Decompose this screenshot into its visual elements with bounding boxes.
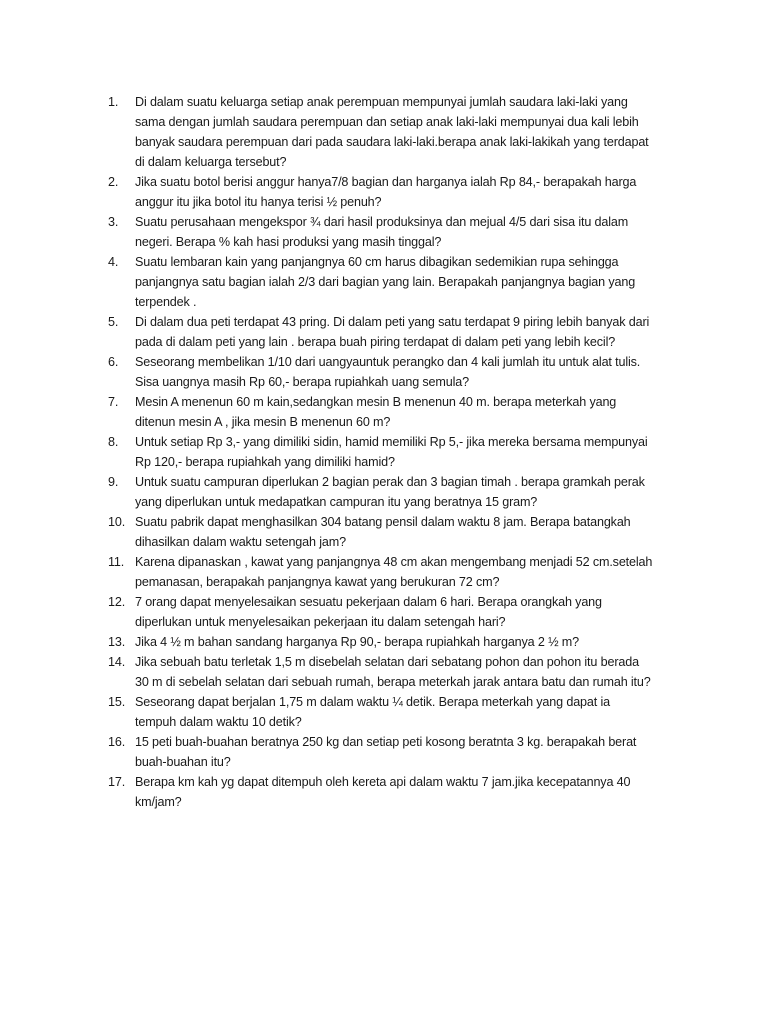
problem-number: 10. xyxy=(108,515,126,529)
problem-number: 5. xyxy=(108,315,119,329)
problem-text: Seseorang membelikan 1/10 dari uangyauntuk perangko dan 4 kali jumlah itu untuk alat tulis. Sisa uangnya masih Rp 60,- berapa rupiahkah uang semula? xyxy=(135,355,641,389)
problem-text: Suatu lembaran kain yang panjangnya 60 cm harus dibagikan sedemikian rupa sehingga panjangnya satu bagian ialah 2/3 dari bagian yang lain. Berapakah panjangnya bagian yang terpendek . xyxy=(135,255,636,309)
problem-text: Seseorang dapat berjalan 1,75 m dalam waktu ¼ detik. Berapa meterkah yang dapat ia tempuh dalam waktu 10 detik? xyxy=(135,695,610,729)
problem-item-2 xyxy=(108,172,653,212)
problem-list xyxy=(108,92,653,812)
problem-text: Karena dipanaskan , kawat yang panjangnya 48 cm akan mengembang menjadi 52 cm.setelah pemanasan, berapakah panjangnya kawat yang berukuran 72 cm? xyxy=(135,555,653,589)
problem-number: 3. xyxy=(108,215,119,229)
problem-number: 1. xyxy=(108,95,119,109)
problem-text: Di dalam dua peti terdapat 43 pring. Di dalam peti yang satu terdapat 9 piring lebih banyak dari pada di dalam peti yang lain . berapa buah piring terdapat di dalam peti yang lebih kecil? xyxy=(135,315,650,349)
problem-item-10 xyxy=(108,512,653,552)
problem-item-12 xyxy=(108,592,653,632)
problem-item-7 xyxy=(108,392,653,432)
problem-item-15 xyxy=(108,692,653,732)
problem-number: 6. xyxy=(108,355,119,369)
problem-item-4 xyxy=(108,252,653,312)
problem-item-5 xyxy=(108,312,653,352)
problem-item-13 xyxy=(108,632,653,652)
problem-number: 14. xyxy=(108,655,126,669)
problem-number: 8. xyxy=(108,435,119,449)
problem-text: 7 orang dapat menyelesaikan sesuatu pekerjaan dalam 6 hari. Berapa orangkah yang diperlukan untuk menyelesaikan pekerjaan itu dalam setengah hari? xyxy=(135,595,602,629)
problem-number: 4. xyxy=(108,255,119,269)
problem-text: Untuk suatu campuran diperlukan 2 bagian perak dan 3 bagian timah . berapa gramkah perak yang diperlukan untuk medapatkan campuran itu yang beratnya 15 gram? xyxy=(135,475,645,509)
problem-text: 15 peti buah-buahan beratnya 250 kg dan setiap peti kosong beratnta 3 kg. berapakah berat buah-buahan itu? xyxy=(135,735,637,769)
problem-text: Mesin A menenun 60 m kain,sedangkan mesin B menenun 40 m. berapa meterkah yang ditenun mesin A , jika mesin B menenun 60 m? xyxy=(135,395,617,429)
problem-number: 16. xyxy=(108,735,126,749)
problem-text: Jika 4 ½ m bahan sandang harganya Rp 90,- berapa rupiahkah harganya 2 ½ m? xyxy=(135,635,579,649)
problem-number: 11. xyxy=(108,555,125,569)
problem-item-8 xyxy=(108,432,653,472)
problem-text: Jika suatu botol berisi anggur hanya7/8 bagian dan harganya ialah Rp 84,- berapakah harga anggur itu jika botol itu hanya terisi ½ penuh? xyxy=(135,175,637,209)
problem-item-9 xyxy=(108,472,653,512)
problem-item-11 xyxy=(108,552,653,592)
problem-number: 13. xyxy=(108,635,126,649)
problem-item-3 xyxy=(108,212,653,252)
problem-number: 15. xyxy=(108,695,126,709)
problem-text: Untuk setiap Rp 3,- yang dimiliki sidin, hamid memiliki Rp 5,- jika mereka bersama mempunyai Rp 120,- berapa rupiahkah yang dimiliki hamid? xyxy=(135,435,648,469)
problem-number: 9. xyxy=(108,475,119,489)
problem-item-6 xyxy=(108,352,653,392)
problem-text: Berapa km kah yg dapat ditempuh oleh kereta api dalam waktu 7 jam.jika kecepatannya 40 km/jam? xyxy=(135,775,631,809)
problem-number: 2. xyxy=(108,175,119,189)
problem-text: Suatu pabrik dapat menghasilkan 304 batang pensil dalam waktu 8 jam. Berapa batangkah dihasilkan dalam waktu setengah jam? xyxy=(135,515,631,549)
problem-item-16 xyxy=(108,732,653,772)
problem-item-1 xyxy=(108,92,653,172)
problem-text: Suatu perusahaan mengekspor ¾ dari hasil produksinya dan mejual 4/5 dari sisa itu dalam negeri. Berapa % kah hasi produksi yang masih tinggal? xyxy=(135,215,629,249)
problem-number: 17. xyxy=(108,775,126,789)
problem-number: 12. xyxy=(108,595,126,609)
problem-number: 7. xyxy=(108,395,119,409)
problem-text: Di dalam suatu keluarga setiap anak perempuan mempunyai jumlah saudara laki-laki yang sama dengan jumlah saudara perempuan dan setiap anak laki-laki mempunyai dua kali lebih banyak saudara perempuan dari pada saudara laki-laki.berapa anak laki-lakikah yang terdapat di dalam keluarga tersebut? xyxy=(135,95,649,169)
problem-text: Jika sebuah batu terletak 1,5 m disebelah selatan dari sebatang pohon dan pohon itu berada 30 m di sebelah selatan dari sebuah rumah, berapa meterkah jarak antara batu dan rumah itu? xyxy=(135,655,651,689)
problem-item-17 xyxy=(108,772,653,812)
problem-item-14 xyxy=(108,652,653,692)
